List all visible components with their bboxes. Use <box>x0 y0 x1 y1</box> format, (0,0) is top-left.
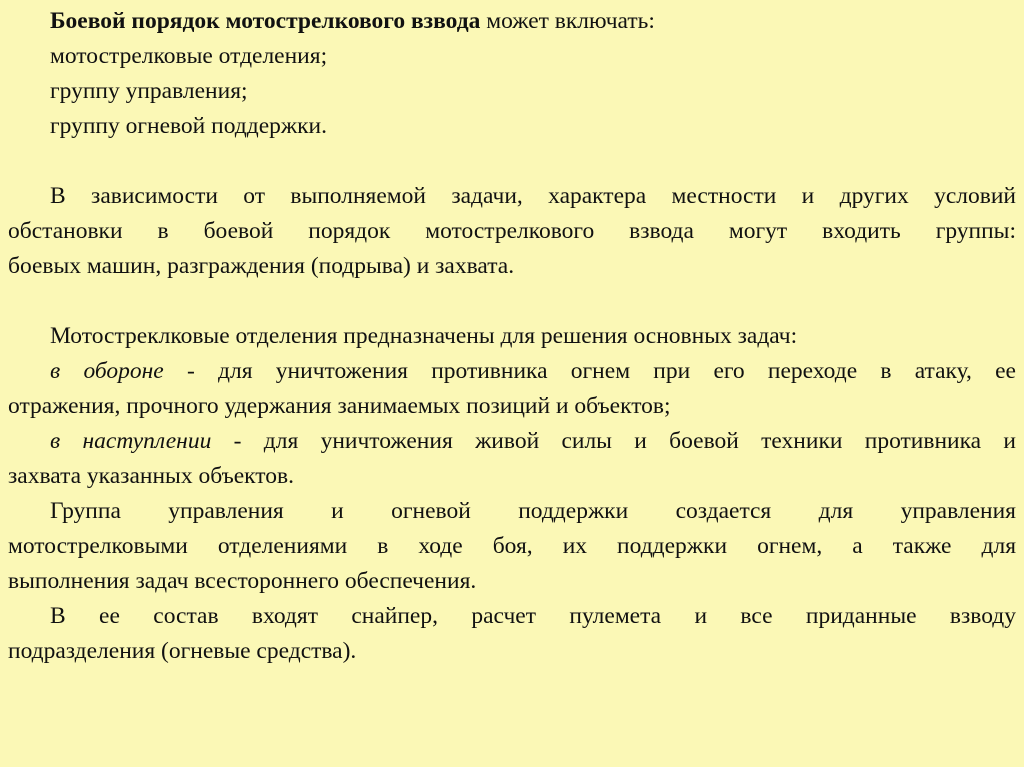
dependence-line: обстановки в боевой порядок мотострелкового взвода могут входить группы: <box>8 218 1016 244</box>
defense-task-line <box>8 354 1016 389</box>
offense-label: в наступлении <box>50 428 212 454</box>
composition-item: группу управления; <box>50 78 248 104</box>
offense-task-line: захвата указанных объектов. <box>8 463 294 489</box>
defense-text: - для уничтожения противника огнем при его переходе в атаку, ее <box>163 358 1016 384</box>
defense-label: в обороне <box>50 358 164 384</box>
composition-heading-bold: Боевой порядок мотострелкового взвода <box>50 8 481 34</box>
composition-heading-rest: может включать: <box>480 8 655 34</box>
defense-task-line: отражения, прочного удержания занимаемых позиций и объектов; <box>8 393 671 419</box>
control-group-line: выполнения задач всестороннего обеспечения. <box>8 568 477 594</box>
dependence-line: В зависимости от выполняемой задачи, характера местности и других условий <box>50 183 1016 209</box>
group-composition-line: В ее состав входят снайпер, расчет пулемета и все приданные взводу <box>50 603 1016 629</box>
paragraph-gap <box>8 284 1016 319</box>
offense-text: - для уничтожения живой силы и боевой техники противника и <box>211 428 1016 454</box>
control-group-line: Группа управления и огневой поддержки создается для управления <box>50 498 1016 524</box>
control-group-line: мотострелковыми отделениями в ходе боя, их поддержки огнем, а также для <box>8 533 1016 559</box>
composition-item: мотострелковые отделения; <box>50 43 328 69</box>
paragraph-gap <box>8 144 1016 179</box>
composition-item: группу огневой поддержки. <box>50 113 327 139</box>
slide-text <box>8 4 1016 669</box>
dependence-line: боевых машин, разграждения (подрыва) и захвата. <box>8 253 515 279</box>
group-composition-line: подразделения (огневые средства). <box>8 638 357 664</box>
offense-task-line <box>8 424 1016 459</box>
tasks-heading: Мотостреклковые отделения предназначены для решения основных задач: <box>50 323 798 349</box>
composition-heading <box>8 4 1016 39</box>
